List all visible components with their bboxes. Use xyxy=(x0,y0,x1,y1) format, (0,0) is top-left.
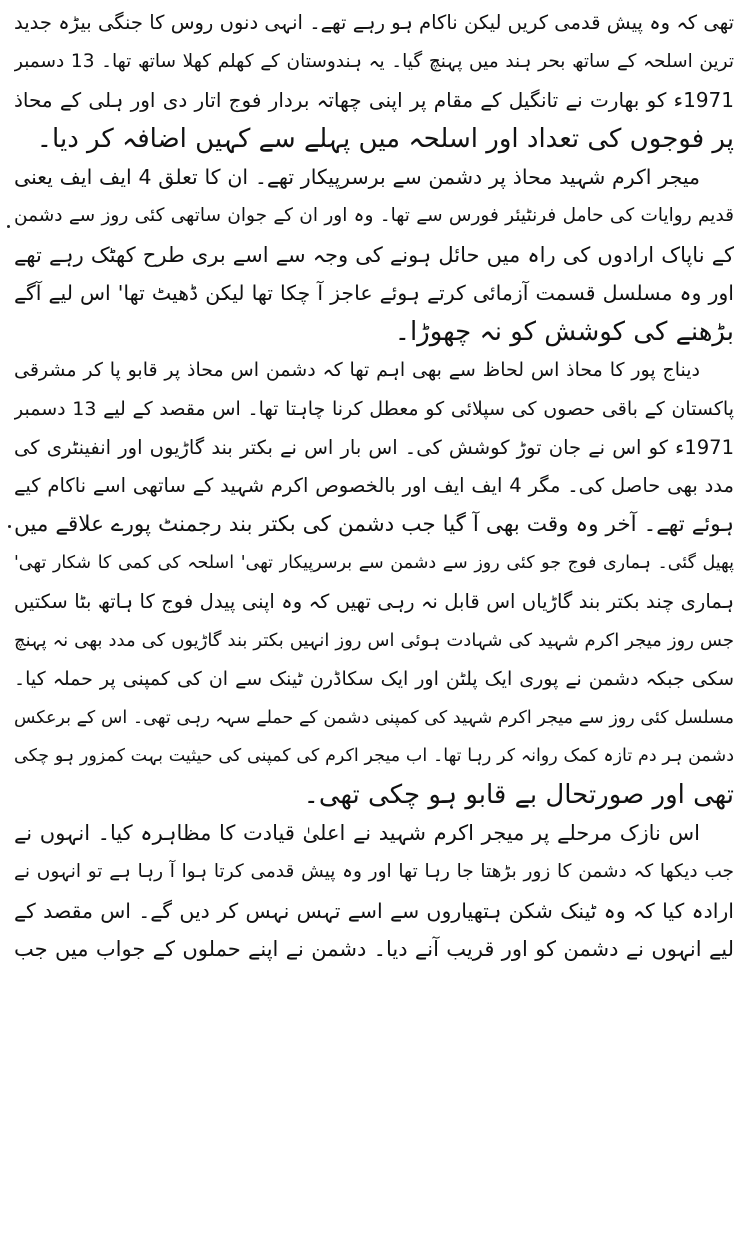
text-line: ہماری چند بکتر بند گاڑیاں اس قابل نہ رہی تھیں کہ وہ اپنی پیدل فوج کا ہاتھ بٹا سکتیں xyxy=(14,589,734,613)
text-line: جس روز میجر اکرم شہید کی شہادت ہوئی اس روز انہیں بکتر بند گاڑیوں کی مدد بھی نہ پہنچ xyxy=(14,629,734,651)
text-line: پھیل گئی۔ ہماری فوج جو کئی روز سے دشمن سے برسرپیکار تھی' اسلحہ کی کمی کا شکار تھی' xyxy=(14,553,734,574)
paragraph-1 xyxy=(14,4,734,158)
text-line: سکی جبکہ دشمن نے پوری ایک پلٹن اور ایک سکاڈرن ٹینک سے ان کی کمپنی پر حملہ کیا۔ xyxy=(14,668,734,691)
text-line: مدد بھی حاصل کی۔ مگر 4 ایف ایف اور بالخصوص اکرم شہید کے ساتھی اسے ناکام کیے xyxy=(14,474,734,498)
text-line: تھی کہ وہ پیش قدمی کریں لیکن ناکام ہو رہے تھے۔ انہی دنوں روس کا جنگی بیڑہ جدید xyxy=(14,11,734,34)
text-line: میجر اکرم شہید محاذ پر دشمن سے برسرپیکار تھے۔ ان کا تعلق 4 ایف ایف یعنی xyxy=(14,165,700,190)
text-line: مسلسل کئی روز سے میجر اکرم شہید کی کمپنی دشمن کے حملے سہہ رہی تھی۔ اس کے برعکس xyxy=(14,707,734,728)
text-line: قدیم روایات کی حامل فرنٹیئر فورس سے تھا۔ وہ اور ان کے جوان ساتھی کئی روز سے دشمن xyxy=(14,204,734,226)
book-page xyxy=(14,4,734,1239)
text-line: 1971ء کو بھارت نے تانگیل کے مقام پر اپنی چھاتہ بردار فوج اتار دی اور ہلی کے محاذ xyxy=(14,88,734,113)
text-line: دشمن ہر دم تازہ کمک روانہ کر رہا تھا۔ اب میجر اکرم کی کمپنی کی حیثیت بہت کمزور ہو چکی xyxy=(14,746,734,767)
text-line: دیناج پور کا محاذ اس لحاظ سے بھی اہم تھا کہ دشمن اس محاذ پر قابو پا کر مشرقی xyxy=(14,359,700,382)
text-line: لیے انہوں نے دشمن کو اور قریب آنے دیا۔ دشمن نے اپنے حملوں کے جواب میں جب xyxy=(14,937,734,962)
paragraph-3 xyxy=(14,351,734,814)
text-line: اس نازک مرحلے پر میجر اکرم شہید نے اعلیٰ قیادت کا مظاہرہ کیا۔ انہوں نے xyxy=(14,821,700,846)
text-line: پاکستان کے باقی حصوں کی سپلائی کو معطل کرنا چاہتا تھا۔ اس مقصد کے لیے 13 دسمبر xyxy=(14,397,734,420)
text-line: ارادہ کیا کہ وہ ٹینک شکن ہتھیاروں سے اسے تہس نہس کر دیں گے۔ اس مقصد کے xyxy=(14,898,734,923)
text-line: ترین اسلحہ کے ساتھ بحر ہند میں پہنچ گیا۔ یہ ہندوستان کے کھلم کھلا ساتھ تھا۔ 13 دسمبر xyxy=(14,50,734,72)
text-line: تھی اور صورتحال بے قابو ہو چکی تھی۔ xyxy=(303,779,734,810)
text-line: جب دیکھا کہ دشمن کا زور بڑھتا جا رہا تھا اور وہ پیش قدمی کرتا ہوا آ رہا ہے تو انہوں نے xyxy=(14,861,734,883)
scan-speck xyxy=(7,225,10,228)
paragraph-4 xyxy=(14,814,734,968)
text-line: ہوئے تھے۔ آخر وہ وقت بھی آ گیا جب دشمن کی بکتر بند رجمنٹ پورے علاقے میں xyxy=(14,511,734,537)
text-line: پر فوجوں کی تعداد اور اسلحہ میں پہلے سے کہیں اضافہ کر دیا۔ xyxy=(36,123,734,154)
scan-speck xyxy=(8,525,11,528)
paragraph-2 xyxy=(14,158,734,351)
text-line: بڑھنے کی کوشش کو نہ چھوڑا۔ xyxy=(394,316,734,347)
text-line: اور وہ مسلسل قسمت آزمائی کرتے ہوئے عاجز آ چکا تھا لیکن ڈھیٹ تھا' اس لیے آگے xyxy=(14,281,734,306)
text-line: کے ناپاک ارادوں کی راہ میں حائل ہونے کی وجہ سے اسے بری طرح کھٹک رہے تھے xyxy=(14,242,734,267)
text-line: 1971ء کو اس نے جان توڑ کوشش کی۔ اس بار اس نے بکتر بند گاڑیوں اور انفینٹری کی xyxy=(14,435,734,459)
